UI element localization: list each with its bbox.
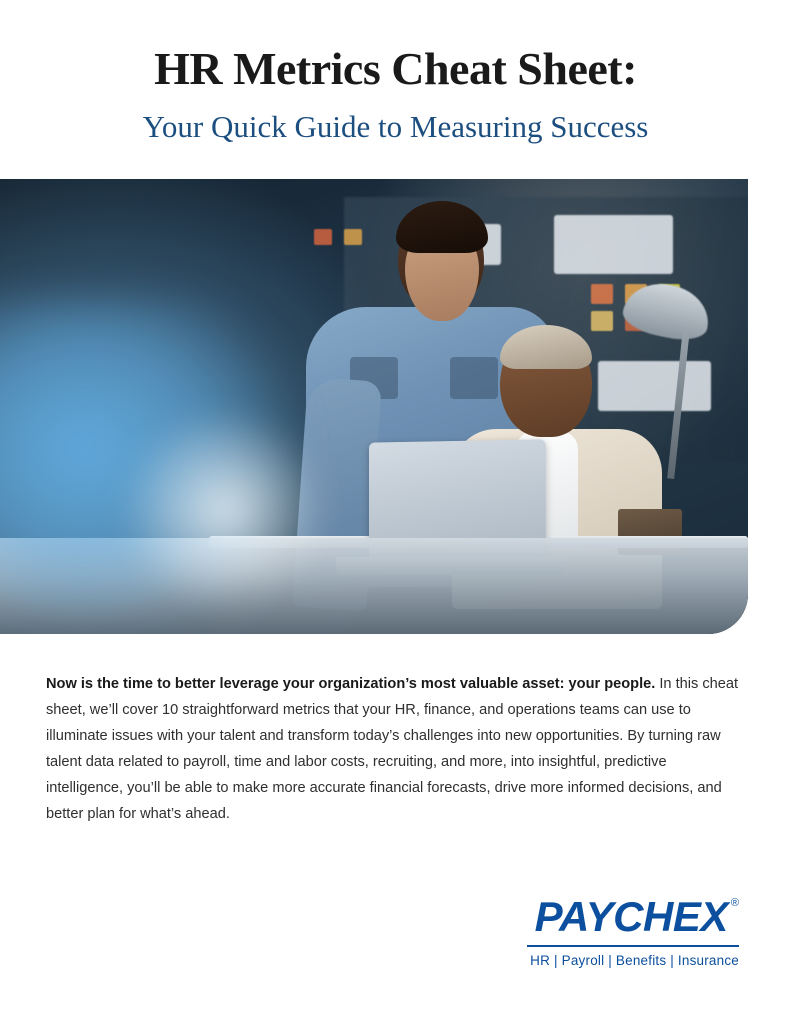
hero-sticky-note bbox=[344, 229, 362, 245]
body-paragraph bbox=[0, 634, 791, 828]
body-rest-text: In this cheat sheet, we’ll cover 10 straightforward metrics that your HR, finance, and operations teams can use to illuminate issues with your talent and transform today’s challenges into new opportunities. By turning raw talent data related to payroll, time and labor costs, recruiting, and more, into insightful, predictive intelligence, you’ll be able to make more accurate financial forecasts, drive more informed decisions, and better plan for what’s ahead. bbox=[46, 675, 739, 822]
logo-divider bbox=[527, 945, 739, 947]
footer-logo-block bbox=[527, 893, 739, 968]
hero-shirt-pocket bbox=[450, 357, 498, 399]
page-subtitle: Your Quick Guide to Measuring Success bbox=[142, 108, 649, 144]
hero-image-wrapper bbox=[0, 179, 791, 634]
brand-tagline: HR | Payroll | Benefits | Insurance bbox=[530, 953, 739, 968]
title-block bbox=[0, 0, 791, 145]
page-title: HR Metrics Cheat Sheet: bbox=[154, 43, 637, 94]
hero-chart-card bbox=[598, 361, 710, 411]
body-lead-sentence: Now is the time to better leverage your organization’s most valuable asset: your people. bbox=[46, 675, 656, 692]
hero-sticky-note bbox=[314, 229, 332, 245]
hero-sticky-note bbox=[591, 284, 613, 304]
hero-chart-card bbox=[554, 215, 674, 274]
hero-sticky-note bbox=[591, 311, 613, 331]
brand-logo bbox=[527, 893, 739, 940]
hero-foreground-highlight bbox=[120, 409, 330, 609]
hero-image bbox=[0, 179, 748, 634]
registered-trademark-icon: ® bbox=[730, 897, 739, 909]
paychex-wordmark: PAYCHEX bbox=[534, 893, 728, 940]
